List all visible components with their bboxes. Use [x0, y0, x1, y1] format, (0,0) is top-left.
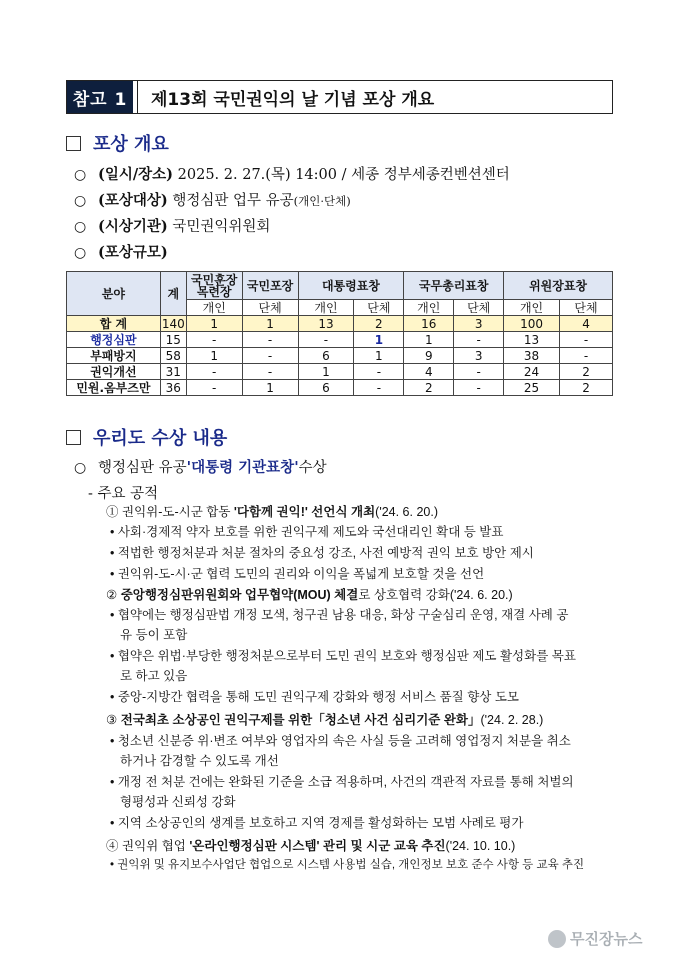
- circle-bullet-icon: ○: [74, 245, 87, 261]
- table-cell: 4: [404, 364, 454, 380]
- section-title: 포상 개요: [93, 134, 169, 155]
- table-row: [67, 332, 613, 348]
- bullet-text: 중앙-지방간 협력을 통해 도민 권익구제 강화와 행정 서비스 품질 향상 도모: [117, 690, 520, 704]
- table-cell: -: [560, 348, 613, 364]
- table-cell: -: [454, 332, 504, 348]
- page-title: 제13회 국민권익의 날 기념 포상 개요: [133, 81, 612, 113]
- table-subheader: 단체: [560, 300, 613, 316]
- item-bold: 전국최초 소상공인 권익구제를 위한「청소년 사건 심리기준 완화」: [120, 713, 481, 727]
- watermark-text: 무진장뉴스: [570, 930, 643, 948]
- table-cell: 합 계: [67, 316, 161, 332]
- item-date: ('24. 10. 10.): [445, 839, 516, 853]
- item-value: 행정심판 업무 유공: [172, 193, 294, 209]
- table-row: [67, 348, 613, 364]
- item-number: ③: [106, 713, 118, 727]
- table-cell: 9: [404, 348, 454, 364]
- table-cell: 140: [161, 316, 185, 331]
- table-row: [67, 380, 613, 396]
- item-label: (포상대상): [98, 192, 168, 209]
- table-subheader: 개인: [298, 300, 354, 316]
- table-cell: 15: [160, 332, 186, 348]
- table-cell: 6: [298, 348, 354, 364]
- bullet-text: 적법한 행정처분과 처분 절차의 중요성 강조, 사전 예방적 권익 보호 방안 제시: [117, 546, 534, 560]
- achievement-item-1: [106, 502, 438, 520]
- table-subheader: 단체: [242, 300, 298, 316]
- table-cell: 2: [404, 380, 454, 396]
- table-cell: 1: [298, 364, 354, 380]
- overview-item-datetime: [74, 163, 510, 184]
- table-cell: -: [242, 348, 298, 364]
- table-cell: 4: [560, 316, 613, 332]
- table-subheader: 개인: [186, 300, 242, 316]
- item-bold: 중앙행정심판위원회와 업무협약(MOU) 체결: [120, 588, 359, 602]
- table-cell: 25: [504, 380, 560, 396]
- table-cell: 24: [504, 364, 560, 380]
- item-value: 2025. 2. 27.(목) 14:00 / 세종 정부세종컨벤션센터: [177, 167, 510, 183]
- table-cell: 1: [242, 316, 298, 332]
- overview-item-target: [74, 189, 351, 210]
- watermark: [548, 928, 642, 949]
- item-label: (일시/장소): [98, 166, 174, 183]
- item-date: ('24. 6. 20.): [375, 505, 438, 519]
- lead-text: 행정심판 유공: [98, 460, 187, 476]
- table-cell: -: [454, 380, 504, 396]
- table-cell: 6: [298, 380, 354, 396]
- item-number: ④: [106, 839, 119, 853]
- bullet-line: • 권익위-도-시·군 협력 도민의 권리와 이익을 폭넓게 보호할 것을 선언: [110, 567, 485, 581]
- table-cell: 2: [354, 316, 404, 332]
- bullet-text: 개정 전 처분 건에는 완화된 기준을 소급 적용하며, 사건의 객관적 자료를 통해 처벌의: [117, 775, 574, 789]
- achievement-item-4: [106, 836, 515, 854]
- bullet-line: • 협약은 위법·부당한 행정처분으로부터 도민 권익 보호와 행정심판 제도 활성화를 목표: [110, 649, 576, 663]
- item-bold: '온라인행정심판 시스템' 관리 및 시군 교육 추진: [189, 839, 446, 853]
- table-cell: 16: [404, 316, 454, 332]
- achievement-item-2: [106, 585, 513, 603]
- table-cell: 36: [160, 380, 186, 396]
- table-cell: -: [454, 364, 504, 380]
- table-header-field: 분야: [67, 272, 161, 316]
- bullet-line: • 지역 소상공인의 생계를 보호하고 지역 경제를 활성화하는 모범 사례로 평가: [110, 816, 524, 830]
- lead-highlight: '대통령 기관표창': [186, 459, 299, 476]
- bullet-text: 협약에는 행정심판법 개정 모색, 청구권 남용 대응, 화상 구술심리 운영, 재결 사례 공: [117, 608, 569, 622]
- item-value: 국민권익위원회: [172, 219, 271, 235]
- table-subheader: 단체: [454, 300, 504, 316]
- table-subheader: 단체: [354, 300, 404, 316]
- table-cell: 13: [504, 332, 560, 348]
- table-cell: 행정심판: [67, 332, 161, 348]
- bullet-line: • 청소년 신분증 위·변조 여부와 영업자의 속은 사실 등을 고려해 영업정지 처분을 취소: [110, 734, 571, 748]
- bullet-text: 청소년 신분증 위·변조 여부와 영업자의 속은 사실 등을 고려해 영업정지 처분을 취소: [117, 734, 571, 748]
- bullet-text: 지역 소상공인의 생계를 보호하고 지역 경제를 활성화하는 모범 사례로 평가: [117, 816, 524, 830]
- table-row: [67, 364, 613, 380]
- bullet-line: • 적법한 행정처분과 처분 절차의 중요성 강조, 사전 예방적 권익 보호 방안 제시: [110, 546, 534, 560]
- table-cell: 2: [560, 364, 613, 380]
- circle-bullet-icon: ○: [74, 193, 87, 209]
- table-header-group: 국무총리표창: [404, 272, 504, 300]
- table-cell: -: [354, 380, 404, 396]
- item-text: 권익위-도-시군 합동: [122, 505, 234, 519]
- item-number: ①: [106, 505, 119, 519]
- item-date: 로 상호협력 강화('24. 6. 20.): [358, 588, 513, 602]
- table-cell: 부패방지: [67, 348, 161, 364]
- table-cell: 1: [186, 348, 242, 364]
- page-header: [66, 80, 613, 114]
- table-cell: -: [186, 364, 242, 380]
- item-value-note: (개인·단체): [293, 194, 351, 208]
- header-tag: 참고 1: [67, 81, 133, 113]
- table-cell: -: [298, 332, 354, 348]
- table-cell: -: [186, 380, 242, 396]
- table-row-total: [67, 316, 613, 332]
- circle-bullet-icon: ○: [74, 460, 87, 476]
- achievement-item-3: [106, 710, 543, 728]
- table-cell-highlight: 1: [354, 332, 404, 348]
- table-cell: 13: [298, 316, 354, 332]
- bullet-continuation: 하거나 감경할 수 있도록 개선: [120, 754, 279, 768]
- table-cell: 38: [504, 348, 560, 364]
- item-number: ②: [106, 588, 118, 602]
- table-header-group: 국민포장: [242, 272, 298, 300]
- item-date: ('24. 2. 28.): [480, 713, 544, 727]
- section-title: 우리도 수상 내용: [93, 428, 228, 449]
- table-cell: 31: [160, 364, 186, 380]
- checkbox-square-icon: [66, 136, 81, 151]
- table-cell: 58: [160, 348, 186, 364]
- section-overview-heading: [66, 130, 169, 156]
- section-awards-heading: [66, 424, 227, 450]
- awards-lead: [74, 456, 327, 477]
- table-header-group: 대통령표창: [298, 272, 404, 300]
- table-cell: 3: [454, 348, 504, 364]
- bullet-line: • 사회·경제적 약자 보호를 위한 권익구제 제도와 국선대리인 확대 등 발표: [110, 525, 504, 539]
- bullet-continuation: 로 하고 있음: [120, 669, 188, 683]
- table-cell: -: [242, 364, 298, 380]
- table-cell: 100: [504, 316, 560, 332]
- bullet-text: 협약은 위법·부당한 행정처분으로부터 도민 권익 보호와 행정심판 제도 활성화를 목표: [117, 649, 576, 663]
- item-bold: '다함께 권익!' 선언식 개최: [233, 505, 376, 519]
- item-label: (시상기관): [98, 218, 168, 235]
- circle-bullet-icon: ○: [74, 219, 87, 235]
- overview-item-agency: [74, 215, 270, 236]
- table-cell: 3: [454, 316, 504, 332]
- table-header-group: 위원장표창: [504, 272, 613, 300]
- bullet-text: 권익위 및 유지보수사업단 협업으로 시스템 사용법 실습, 개인정보 보호 준수 사항 등 교육 추진: [117, 859, 585, 871]
- table-cell: -: [186, 332, 242, 348]
- table-cell: -: [354, 364, 404, 380]
- table-subheader: 개인: [504, 300, 560, 316]
- bullet-continuation: 유 등이 포함: [120, 628, 188, 642]
- table-subheader: 개인: [404, 300, 454, 316]
- overview-item-scale: [74, 241, 168, 262]
- checkbox-square-icon: [66, 430, 81, 445]
- bullet-line: • 중앙-지방간 협력을 통해 도민 권익구제 강화와 행정 서비스 품질 향상 도모: [110, 690, 520, 704]
- bullet-line: • 개정 전 처분 건에는 완화된 기준을 소급 적용하며, 사건의 객관적 자료를 통해 처벌의: [110, 775, 574, 789]
- news-logo-icon: [548, 930, 566, 948]
- item-text: 권익위 협업: [122, 839, 190, 853]
- table-header-total: 계: [160, 272, 186, 316]
- bullet-line: • 협약에는 행정심판법 개정 모색, 청구권 남용 대응, 화상 구술심리 운영, 재결 사례 공: [110, 608, 569, 622]
- table-header-group: 국민훈장 목련장: [186, 272, 242, 300]
- bullet-text: 권익위-도-시·군 협력 도민의 권리와 이익을 폭넓게 보호할 것을 선언: [117, 567, 485, 581]
- table-cell: -: [560, 332, 613, 348]
- item-label: (포상규모): [98, 244, 168, 261]
- table-cell: 1: [186, 316, 242, 332]
- awards-table: [66, 271, 613, 396]
- table-cell: 1: [354, 348, 404, 364]
- achievements-subtitle: - 주요 공적: [88, 486, 159, 502]
- circle-bullet-icon: ○: [74, 167, 87, 183]
- table-cell: 1: [242, 380, 298, 396]
- table-cell: -: [242, 332, 298, 348]
- bullet-line: • 권익위 및 유지보수사업단 협업으로 시스템 사용법 실습, 개인정보 보호 준수 사항 등 교육 추진: [110, 859, 585, 871]
- lead-text-post: 수상: [298, 460, 327, 476]
- table-cell: 민원.옴부즈만: [67, 380, 161, 396]
- bullet-text: 사회·경제적 약자 보호를 위한 권익구제 제도와 국선대리인 확대 등 발표: [117, 525, 504, 539]
- table-cell: 권익개선: [67, 364, 161, 380]
- bullet-continuation: 형평성과 신뢰성 강화: [120, 795, 236, 809]
- table-cell: 1: [404, 332, 454, 348]
- table-cell: 2: [560, 380, 613, 396]
